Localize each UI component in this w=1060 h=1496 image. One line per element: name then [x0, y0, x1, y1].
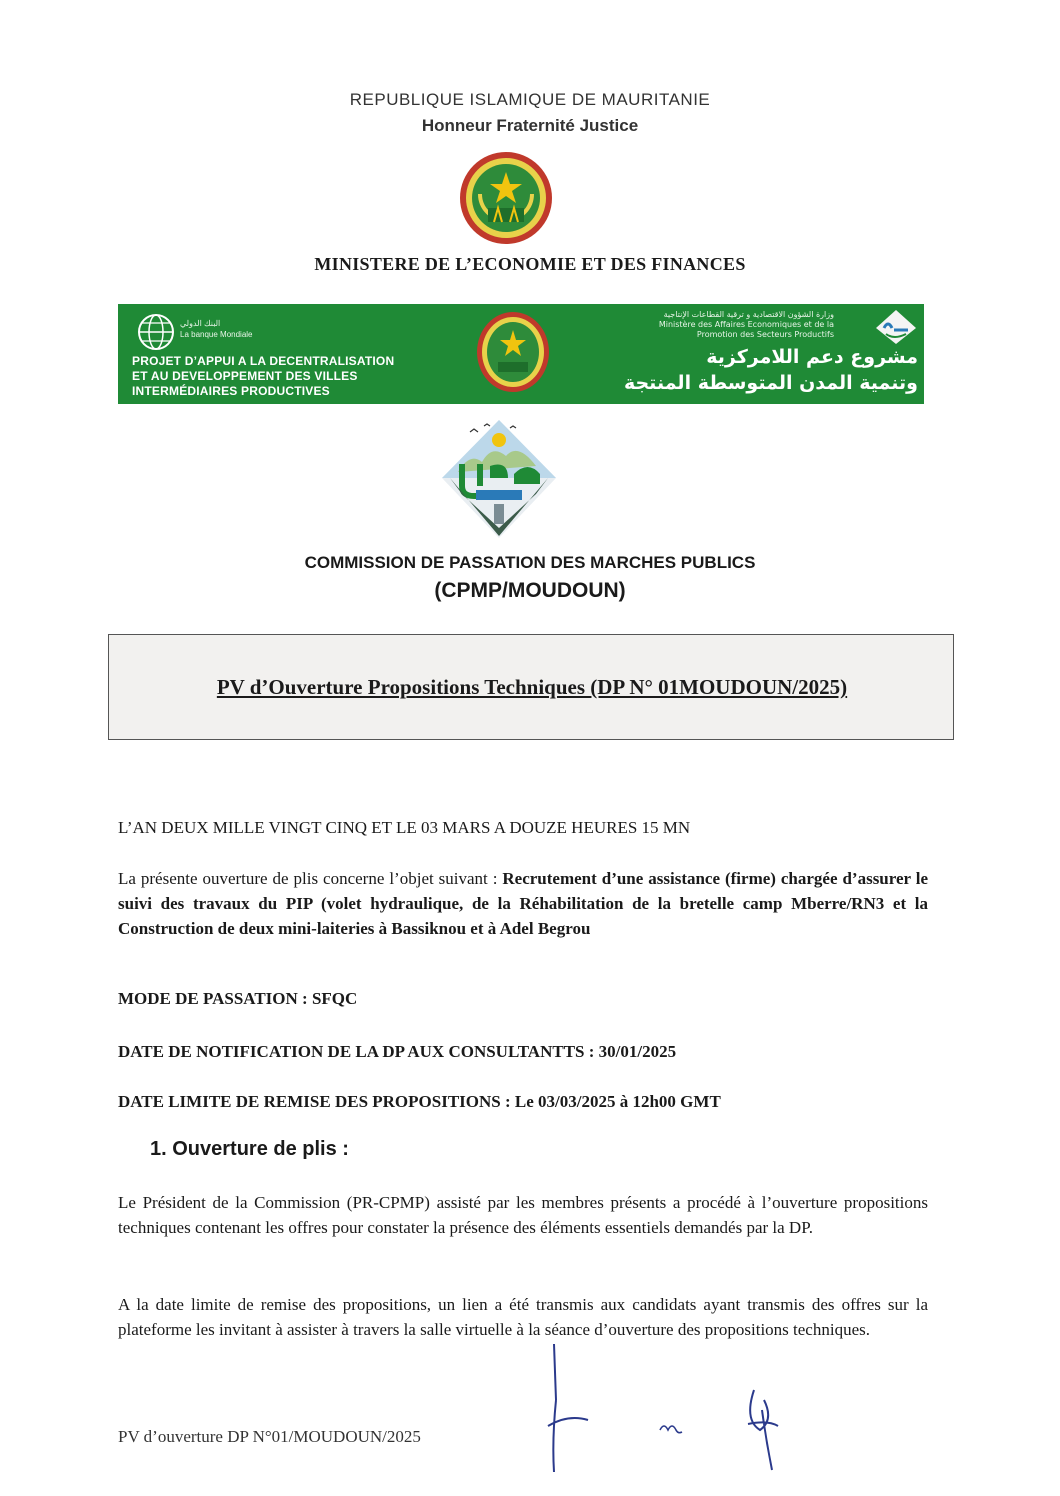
procurement-mode: MODE DE PASSATION : SFQC — [118, 989, 358, 1008]
ministry-economic-affairs — [604, 310, 834, 340]
paragraph-link: A la date limite de remise des propositions, un lien a été transmis aux candidats ayant transmis des offres sur la plateforme les invitant à assister à travers la salle virtuelle à la séance d’ouverture des propositions techniques. — [118, 1295, 928, 1339]
ministry-french-2: Promotion des Secteurs Productifs — [696, 330, 834, 339]
country-name: REPUBLIQUE ISLAMIQUE DE MAURITANIE — [349, 90, 711, 109]
project-line-2: ET AU DEVELOPPEMENT DES VILLES — [132, 369, 358, 383]
commission-title: COMMISSION DE PASSATION DES MARCHES PUBLICS — [304, 553, 756, 572]
signatures-icon — [540, 1340, 820, 1480]
project-arabic-2: وتنمية المدن المتوسطة المنتجة — [623, 372, 918, 394]
ministry-arabic: وزارة الشؤون الاقتصادية و ترقية القطاعات الإنتاجية — [663, 310, 834, 319]
pv-title: PV d’Ouverture Propositions Techniques (DP N° 01MOUDOUN/2025) — [216, 675, 848, 699]
date-line: L’AN DEUX MILLE VINGT CINQ ET LE 03 MARS A DOUZE HEURES 15 MN — [118, 818, 691, 837]
paragraph-president: Le Président de la Commission (PR-CPMP) assisté par les membres présents a procédé à l’ouverture propositions techniques contenant les offres pour constater la présence des éléments essentiels demandés par la DP. — [118, 1193, 928, 1237]
moudoun-logo-icon — [440, 418, 558, 540]
ministry-french-1: Ministère des Affaires Economiques et de la — [658, 320, 834, 329]
section-heading-ouverture: 1. Ouverture de plis : — [150, 1138, 349, 1160]
object-paragraph — [118, 866, 928, 941]
pv-title-box — [108, 634, 954, 740]
submission-deadline: DATE LIMITE DE REMISE DES PROPOSITIONS : Le 03/03/2025 à 12h00 GMT — [118, 1092, 721, 1111]
object-description: Recrutement d’une assistance (firme) chargée d’assurer le suivi des travaux du PIP (volet hydraulique, de la Réhabilitation de la bretelle camp Mberre/RN3 et la Construction de deux mini-laiteries à Bassiknou et à Adel Begrou — [118, 869, 929, 938]
moudoun-small-logo-icon — [874, 308, 918, 346]
ministry-title: MINISTERE DE L’ECONOMIE ET DES FINANCES — [314, 254, 746, 274]
footer-reference: PV d’ouverture DP N°01/MOUDOUN/2025 — [118, 1427, 421, 1446]
project-name-arabic — [558, 344, 918, 396]
world-bank-globe-icon — [136, 312, 176, 352]
world-bank-label — [180, 318, 253, 340]
world-bank-french: La banque Mondiale — [180, 330, 253, 339]
national-motto: Honneur Fraternité Justice — [421, 116, 639, 135]
project-arabic-1: مشروع دعم اللامركزية — [706, 346, 918, 368]
object-intro: La présente ouverture de plis concerne l’objet suivant : — [118, 869, 503, 888]
commission-acronym: (CPMP/MOUDOUN) — [434, 579, 626, 602]
notification-date: DATE DE NOTIFICATION DE LA DP AUX CONSULTANTTS : 30/01/2025 — [118, 1042, 677, 1061]
project-line-3: INTERMÉDIAIRES PRODUCTIVES — [132, 384, 330, 398]
world-bank-arabic: البنك الدولي — [180, 319, 221, 328]
project-banner — [118, 304, 924, 404]
project-name-french — [132, 354, 394, 399]
national-seal-icon — [458, 150, 554, 246]
project-line-1: PROJET D’APPUI A LA DECENTRALISATION — [132, 354, 395, 368]
banner-seal-icon — [474, 310, 552, 394]
